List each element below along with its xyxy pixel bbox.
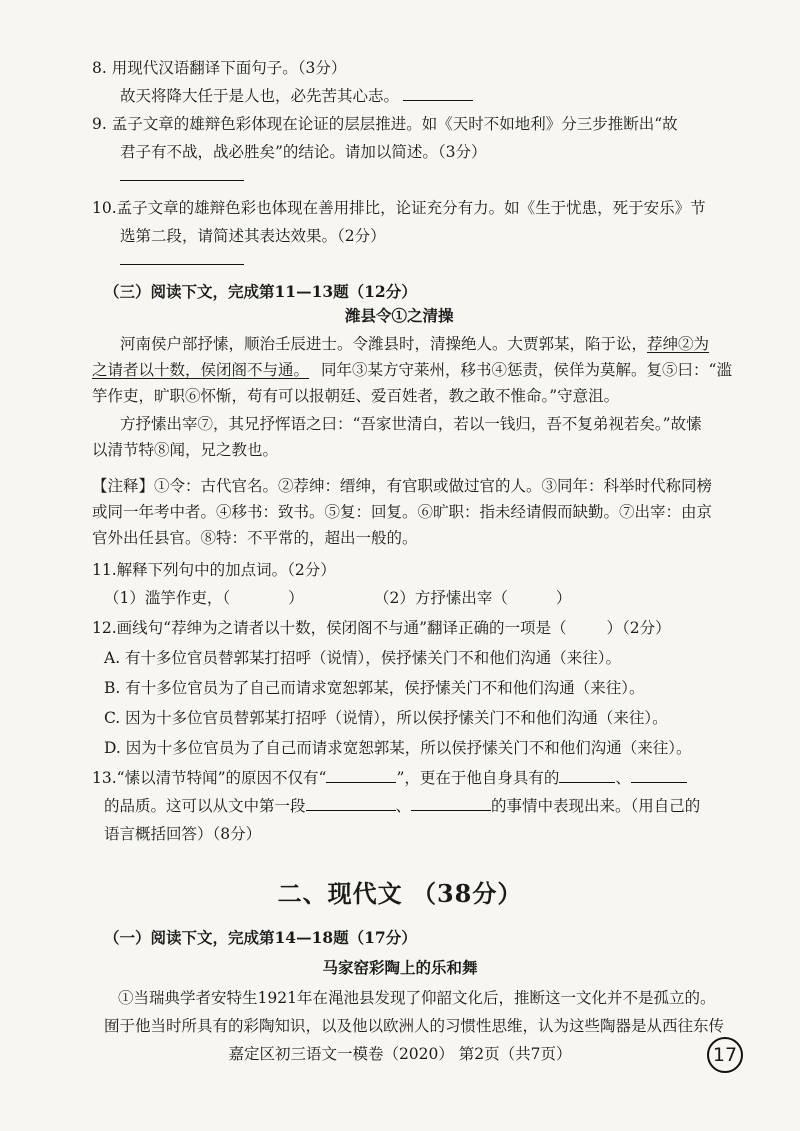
q9-prompt-line2: 君子有不战，战必胜矣”的结论。请加以简述。（3分） — [120, 143, 487, 161]
article-p1: ①当瑞典学者安特生1921年在渑池县发现了仰韶文化后，推断这一文化并不是孤立的。 — [118, 989, 716, 1007]
q9-answer-blank-wrap — [120, 166, 244, 186]
article-p2: 囿于他当时所具有的彩陶知识，以及他以欧洲人的习惯性思维，认为这些陶器是从西往东传 — [104, 1017, 725, 1035]
q11-item2 — [374, 588, 571, 608]
notes-line2: 或同一年考中者。④移书：致书。⑤复：回复。⑥旷职：指未经请假而缺勤。⑦出宰：由京 — [92, 503, 713, 521]
q12-option-a: A. 有十多位官员替郭某打招呼（说情），侯抒愫关门不和他们沟通（来往）。 — [104, 649, 622, 667]
q13-blank3[interactable] — [631, 768, 687, 783]
q9-answer-blank[interactable] — [120, 166, 244, 181]
notes-line1: 【注释】①令：古代官名。②荐绅：缙绅，有官职或做过官的人。③同年：科举时代称同榜 — [92, 477, 713, 495]
q10-answer-blank-wrap — [120, 250, 244, 270]
part3-heading: （三）阅读下文，完成第11—13题（12分） — [104, 282, 417, 301]
q13-line2-sep: 、 — [395, 797, 412, 815]
q12-prompt-text: 12.画线句“荐绅为之请者以十数，侯闭阁不与通”翻译正确的一项是（ — [92, 619, 567, 637]
passage-p1-line1 — [120, 334, 709, 354]
q13-line1-text-b: ”，更在于他自身具有的 — [396, 769, 560, 787]
notes-line3: 官外出任县官。⑧特：不平常的，超出一般的。 — [92, 529, 418, 547]
q11-item1 — [104, 588, 304, 608]
q10-prompt-line2: 选第二段，请简述其表达效果。（2分） — [120, 227, 386, 245]
q12-score: ）（2分） — [606, 619, 671, 637]
page-number-badge: 17 — [707, 1037, 743, 1073]
q13-line3: 语言概括回答）（8分） — [104, 825, 262, 843]
q12-option-d: D. 因为十多位官员为了自己而请求宽恕郭某，所以侯抒愫关门不和他们沟通（来往）。 — [104, 739, 692, 757]
page-footer: 嘉定区初三语文一模卷（2020） 第2页（共7页） — [228, 1045, 572, 1063]
q13-line1-sep: 、 — [615, 769, 631, 787]
q9-prompt-line1: 9. 孟子文章的雄辩色彩体现在论证的层层推进。如《天时不如地利》分三步推断出“故 — [92, 115, 678, 133]
section2-title: 二、现代文 （38分） — [277, 879, 523, 908]
passage-p1-text: 河南侯户部抒愫，顺治壬辰进士。令潍县时，清操绝人。大贾郭某，陷于讼， — [120, 335, 648, 353]
q13-blank2[interactable] — [559, 768, 615, 783]
section2-heading: （一）阅读下文，完成第14—18题（17分） — [104, 928, 417, 947]
q8-answer-blank[interactable] — [403, 86, 473, 101]
q12-option-b: B. 有十多位官员为了自己而请求宽恕郭某，侯抒愫关门不和他们沟通（来往）。 — [104, 679, 645, 697]
passage-p1-line2 — [92, 360, 732, 380]
q13-line2-text-a: 的品质。这可以从文中第一段 — [104, 797, 306, 815]
q13-line2-text-c: 的事情中表现出来。（用自己的 — [491, 797, 701, 815]
passage-title: 潍县令①之清操 — [345, 306, 454, 325]
q12-prompt — [92, 618, 671, 638]
q8-prompt: 8. 用现代汉语翻译下面句子。（3分） — [92, 59, 347, 77]
passage-p1-line3: 竽作吏，旷职⑥怀惭，苟有可以报朝廷、爱百姓者，教之敢不惟命。”守意沮。 — [92, 387, 620, 405]
q13-line1 — [92, 768, 687, 788]
passage-p2-line1: 方抒愫出宰⑦，其兄抒恽语之曰：“吾家世清白，若以一钱归，吾不复弟视若矣。”故愫 — [120, 415, 702, 433]
q10-answer-blank[interactable] — [120, 250, 244, 265]
q11-item1-close: ） — [288, 589, 304, 607]
q13-blank1[interactable] — [326, 768, 396, 783]
q11-item1-text: （1）滥竽作吏，（ — [104, 589, 231, 607]
article-title: 马家窑彩陶上的乐和舞 — [322, 958, 478, 977]
q13-blank4[interactable] — [306, 796, 396, 811]
passage-p2-line2: 以清节特⑧闻，兄之教也。 — [92, 441, 279, 459]
q13-line2 — [104, 796, 700, 816]
q13-blank5[interactable] — [411, 796, 491, 811]
q13-line1-text-a: 13.“愫以清节特闻”的原因不仅有“ — [92, 769, 327, 787]
underlined-sentence-part1: 荐绅②为 — [647, 335, 710, 353]
q10-prompt-line1: 10.孟子文章的雄辩色彩也体现在善用排比，论证充分有力。如《生于忧患，死于安乐》节 — [92, 199, 706, 217]
q11-prompt: 11.解释下列句中的加点词。（2分） — [92, 561, 336, 579]
q11-item2-close: ） — [555, 589, 572, 607]
underlined-sentence-part2: 之请者以十数，侯闭阁不与通。 — [92, 361, 310, 379]
q8-sentence-text: 故天将降大任于是人也，必先苦其心志。 — [120, 87, 400, 105]
passage-p1-continued: 同年③某方守莱州，移书④惩责，侯佯为莫解。复⑤曰：“滥 — [321, 361, 732, 379]
q11-item2-text: （2）方抒愫出宰（ — [374, 589, 508, 607]
q8-sentence — [120, 86, 473, 106]
q12-option-c: C. 因为十多位官员替郭某打招呼（说情），所以侯抒愫关门不和他们沟通（来往）。 — [104, 709, 668, 727]
